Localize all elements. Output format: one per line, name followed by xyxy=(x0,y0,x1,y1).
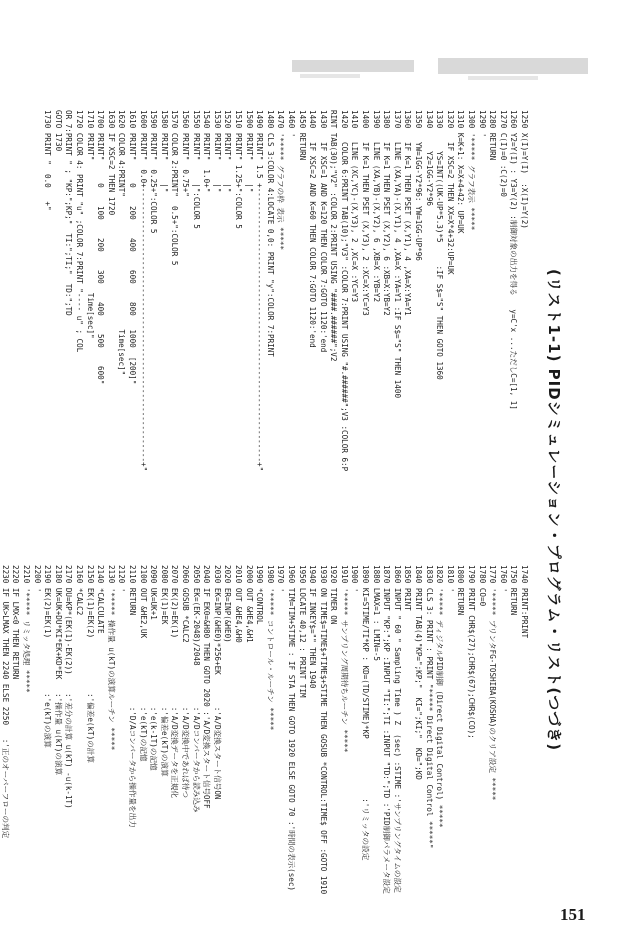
code-line: 1980 '***** コントロール・ルーチン ***** xyxy=(265,565,275,731)
code-line: 2200 ' xyxy=(32,565,42,593)
code-line: 1800 RETURN xyxy=(456,565,466,616)
code-line: 1440 IF XSC=2 AND K=60 THEN COLOR 7:GOTO 1120:'end xyxy=(308,110,318,348)
code-line: 1870 INPUT "KP:";KP :INPUT "TI:";TI :INPUT "TD:";TD :'PID制御パラメータ設定 xyxy=(382,565,392,894)
code-line: 1500 PRINT" |" xyxy=(244,110,254,193)
code-line: 1530 PRINT" |" xyxy=(212,110,222,193)
code-line: 2210 '***** リミッタ処理 ***** xyxy=(22,565,32,693)
code-line: 1410 LINE (XC,YC)-(X,Y3), 2 ,XC=X :YC=Y3 xyxy=(350,110,360,303)
code-line: 1270 C(I)=0 :C(2)=0 xyxy=(498,110,508,197)
code-line: 1490 PRINT" 1.5 +------------------------------------------------------------+" xyxy=(255,110,265,472)
code-line: 1990 *CONTROL xyxy=(255,565,265,625)
code-line: 1890 KI=STIME/TI*KP : KD=(TD/STIME)*KP :'リミッタの設定 xyxy=(361,565,371,861)
code-line: 1330 YS=INT((UK-UP*5.3)*5 :IF S$="S" THEN GOTO 1360 xyxy=(435,110,445,380)
code-line: 1750 RETURN xyxy=(509,565,519,616)
running-head-right xyxy=(438,50,588,80)
code-line: 1710 PRINT" Time[sec]" xyxy=(85,110,95,339)
code-line: 1310 K=K+1: X=X+4+42: UP=UK xyxy=(456,110,466,234)
code-line: 1300 '***** グラフ表示 ***** xyxy=(467,110,477,231)
code-line: 2220 IF LMX<0 THEN RETURN xyxy=(11,565,21,680)
code-line: OR 7:PRINT " ; "KP:";KP;" TI:";TI;" TD:";TD xyxy=(64,110,74,316)
code-line: 1400 IF K=1 THEN PSET (X,Y3), 2 :XC=X:YC=Y3 xyxy=(361,110,371,316)
running-head-left xyxy=(292,50,414,80)
code-line: 1950 LOCATE 40,12 : PRINT TIM xyxy=(297,565,307,698)
page-number: 151 xyxy=(560,905,586,924)
code-line: 1280 RETURN xyxy=(488,110,498,161)
code-line: 1930 ON TIME$=TIME$+TIME$+STIME THEN GOSUB *CONTROL:TIME$ OFF :GOTO 1910 xyxy=(318,565,328,895)
code-line: 2050 EK=(EK-2048)/2048 :'A/Dコンバータから読み込み xyxy=(191,565,201,813)
code-line: 2020 ER=INP(&HE0) xyxy=(223,565,233,643)
code-line: 2190 EK(2)=EK(1) :'e(kT)の演算 xyxy=(43,565,53,748)
code-line: 1430 IF XSC=1 AND K=120 THEN COLOR 7:GOTO 1120:'end xyxy=(318,110,328,353)
code-line: 1390 LINE (XA,YB)-(X,Y2), 6 ,XB=X :YB=Y2 xyxy=(371,110,381,303)
code-line: 1700 PRINT" 0 100 200 300 400 500 600" xyxy=(96,110,106,385)
code-line: 1970 ' xyxy=(276,565,286,593)
code-line: 2170 DU=KP*(EK(1)-EK(2)) :'差分の計算 u(kT) -u(k-1T) xyxy=(64,565,74,809)
code-line: 1790 PRINT CHR$(27);CHR$(67);CHR$(CO); xyxy=(467,565,477,739)
code-line: 1630 IF XSC=2 THEN 1720 xyxy=(106,110,116,216)
code-line: 1920 TIMER ON xyxy=(329,565,339,625)
code-line: 1820 '***** ディジタルPID制御 (Direct Digital Control) ***** xyxy=(435,565,445,828)
code-line: 1580 PRINT" |" xyxy=(159,110,169,193)
code-line: 2060 GOSUB *CALC2 :'A/D変換中であれば待つ xyxy=(181,565,190,798)
code-line: 1730 PRINT " 0.0 +" xyxy=(43,110,53,211)
code-line: 1960 TIM=TIM+STIME : IF STA THEN GOTO 1920 ELSE GOTO 70 :'時間の表示(sec) xyxy=(286,565,296,891)
code-line: 1830 CLS 3: PRINT : PRINT "***** Direct Digital Control *****" xyxy=(424,565,434,849)
code-line: 1560 PRINT" 0.75+" xyxy=(181,110,190,197)
code-line: 1360 IF K=1 THEN PSET (X,Y1), 4 ,XA=X:YA=Y1 xyxy=(403,110,413,316)
code-line: RINT TAB(30);"V2" :COLOR 2:PRINT USING "####.######";V2 xyxy=(329,110,339,362)
code-line: 1840 PRINT TAB(4)"KP=";KP;" KI=";KI;" KD=";KD xyxy=(414,565,424,780)
code-line: 2230 IF UK>LMAX THEN 2240 ELSE 2250 :'正のオーバーフローの判定 xyxy=(0,565,10,839)
code-line: 1760 ' xyxy=(498,565,508,593)
code-line: GOTO 1730 xyxy=(53,110,63,152)
code-line: 1380 IF K=1 THEN PSET (X,Y2), 6 :XB=X:YB=Y2 xyxy=(382,110,392,316)
code-line: 1570 COLOR 2:PRINT" 0.5+":COLOR 5 xyxy=(170,110,180,266)
code-line: 1620 COLOR 4:PRINT" Time[sec]" xyxy=(117,110,127,376)
code-line: 1470 '***** グラフの枠 表示 ***** xyxy=(276,110,286,251)
code-line: 1460 ' xyxy=(286,110,296,138)
code-line: 1260 Y2=Y(I) : Y3=Y(2) :制御対象の出力を得る y=C'x ...ただしC=[1, 1] xyxy=(509,110,519,410)
code-line: 2110 RETURN :'D/Aコンバータから操作量を出力 xyxy=(128,565,138,828)
code-line: 1610 PRINT" 0 200 400 600 800 1000 [200]" xyxy=(128,110,138,385)
rotated-listing-sheet xyxy=(0,110,565,910)
code-line: 1370 LINE (XA,YA)-(X,Y1), 4 ,XA=X :YA=Y1 :IF S$="S" THEN 1400 xyxy=(392,110,402,399)
code-line: 1340 Y2=1GG-Y2*96 xyxy=(424,110,434,207)
code-line: 1850 PRINT xyxy=(403,565,413,611)
code-line: 2070 EK(2)=EK(1) :'A/D変換データを正規化 xyxy=(170,565,180,798)
listing-column-left xyxy=(42,110,529,550)
code-line: 1540 PRINT" 1.0+" xyxy=(202,110,212,193)
code-line: 1600 PRINT" 0.0+------------------------------------------------------------+" xyxy=(138,110,148,472)
code-line: 1860 INPUT " 60 " Sampling Time ) Z (sec) :STIME :'サンプリングタイムの設定 xyxy=(392,565,402,893)
code-line: 2180 UK=UK+DU*KI*EK+KD*EK :'操作量 u(kT)の演算 xyxy=(53,565,63,776)
code-line: 2030 EK=INP(&HE0)*256+EK :'A/D変換スタート信号ON xyxy=(212,565,222,800)
code-line: 2080 EK(1)=EK :'偏差e(kT)の演算 xyxy=(159,565,169,777)
code-line: 1910 '***** サンプリング周期待ちルーチン ***** xyxy=(339,565,349,753)
code-line: 1510 PRINT" 1.25+":COLOR 5 xyxy=(233,110,243,229)
code-line: 2160 *CALC2 xyxy=(75,565,85,616)
code-line: 2040 IF EK0=&H80 THEN GOTO 2020 :'A/D変換スタート信号OFF xyxy=(202,565,212,809)
code-line: 1350 YW=1GG-Y2*96: YW=1GG-UP*96 xyxy=(414,110,424,261)
code-line: 1420 COLOR 6:PRINT TAB(10);"V3" :COLOR 7:PRINT USING "#.######";V3 :COLOR 6:P xyxy=(339,110,349,472)
code-line: 1720 COLOR 4: PRINT "u" ;COLOR 7:PRINT "---- u" ; COL xyxy=(75,110,85,353)
code-line: 1940 IF INKEY$="" THEN 1940 xyxy=(308,565,318,689)
code-line: 1770 '***** プリンタFG-TOSHIBA(KOSHA)のクリア設定 ***** xyxy=(488,565,498,801)
code-line: 1550 PRINT" |":COLOR 5 xyxy=(191,110,201,229)
code-line: 1740 PRINT:PRINT xyxy=(520,565,529,639)
code-line: 2130 '***** 操作量 u(kT)の演算ルーチン ***** xyxy=(106,565,116,751)
listing-column-right xyxy=(0,565,529,910)
code-line: 1520 PRINT" |" xyxy=(223,110,233,193)
code-line: 1900 ' xyxy=(350,565,360,593)
code-line: 1780 CO=0 xyxy=(477,565,487,607)
code-line: 1880 LMAX=1 : LMIN=-5 xyxy=(371,565,381,662)
code-line: 2120 ' xyxy=(117,565,127,593)
code-line: 1320 IF XSC=2 THEN XX=X*4+32:UP=UK xyxy=(445,110,455,275)
code-line: 2090 UK=UK+1 :'e(k-1T)の記憶 xyxy=(149,565,159,771)
code-line: 2150 EK(1)=EK(2) :'偏差e(kT)の計算 xyxy=(85,565,95,763)
code-line: 1590 PRINT" 0.25+":COLOR 5 xyxy=(149,110,159,234)
code-line: 1450 RETURN xyxy=(297,110,307,161)
code-line: 1810 ' xyxy=(445,565,455,593)
code-line: 1250 X(I)=Y(I) :X(I)=Y(2) xyxy=(520,110,529,229)
listing-title: (リスト1-1) PIDシミュレーション・プログラム・リスト(つづき) xyxy=(545,268,563,752)
code-line: 1290 ' xyxy=(477,110,487,138)
code-line: 2010 OUT &HE4,&H0 xyxy=(233,565,243,643)
code-line: 2000 OUT &HE4,&H1 xyxy=(244,565,254,643)
code-line: 2100 OUT &HE2,UK :'e(kT)の記憶 xyxy=(138,565,148,762)
code-line: 1480 CLS 3:COLOR 4:LOCATE 0,0: PRINT "y":COLOR 7:PRINT xyxy=(265,110,275,357)
code-line: 2140 *CALCULATE xyxy=(96,565,106,634)
